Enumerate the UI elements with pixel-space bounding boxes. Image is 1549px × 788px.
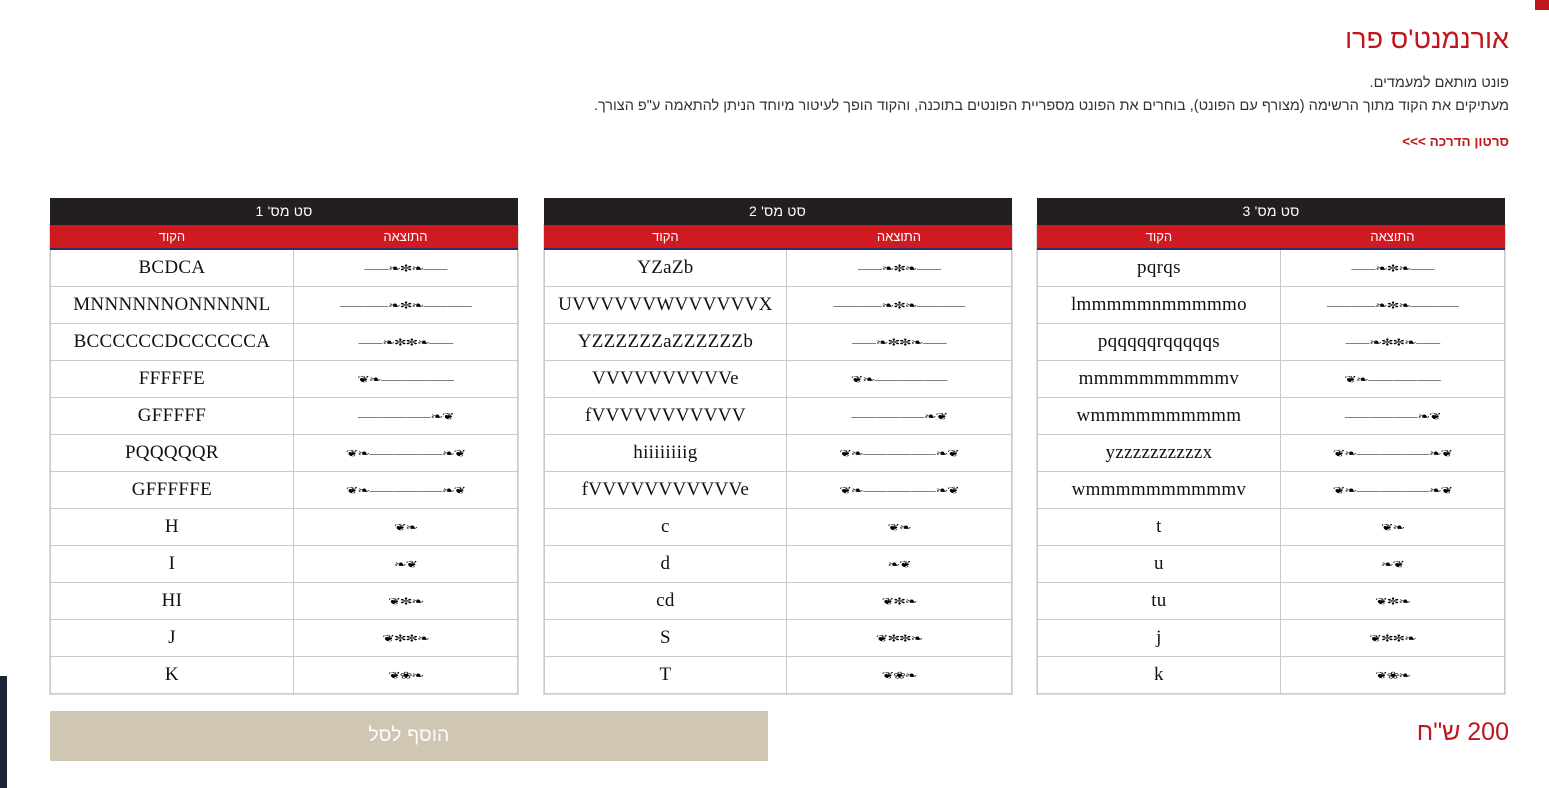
table-row (544, 287, 1011, 324)
table-row (51, 583, 518, 620)
ornament-preview: ❦❧⸺⸺⸺❧❦ (1280, 435, 1504, 472)
table-body-set-3 (1038, 249, 1505, 694)
table-row (1038, 472, 1505, 509)
table-row (544, 435, 1011, 472)
ornament-code[interactable]: I (51, 546, 294, 583)
table-row (1038, 398, 1505, 435)
ornament-preview: ❧❀❦ (293, 657, 517, 694)
ornament-code[interactable]: pqqqqqrqqqqqs (1038, 324, 1281, 361)
ornament-code[interactable]: UVVVVVVWVVVVVVX (544, 287, 787, 324)
code-tables-container (50, 198, 1505, 694)
table-row (51, 509, 518, 546)
ornament-preview: ⸺⸺❧✼❧⸺⸺ (293, 287, 517, 324)
ornament-preview: ⸺❧✼✼❧⸺ (1280, 324, 1504, 361)
table-caption-set-3: סט מס' 3 (1037, 198, 1505, 225)
ornament-preview: ❦❧ (1280, 546, 1504, 583)
tutorial-video-link[interactable]: סרטון הדרכה >>> (1402, 134, 1509, 149)
ornament-code[interactable]: u (1038, 546, 1281, 583)
ornament-code[interactable]: VVVVVVVVVVe (544, 361, 787, 398)
ornament-code[interactable]: fVVVVVVVVVVVe (544, 472, 787, 509)
ornament-code[interactable]: YZaZb (544, 249, 787, 287)
ornament-code[interactable]: mmmmmmmmmmv (1038, 361, 1281, 398)
ornament-code[interactable]: GFFFFFE (51, 472, 294, 509)
ornament-code[interactable]: S (544, 620, 787, 657)
ornament-preview: ❧❀❦ (787, 657, 1011, 694)
ornament-code[interactable]: T (544, 657, 787, 694)
ornament-preview: ⸺⸺⸺❧❦ (787, 361, 1011, 398)
table-row (544, 546, 1011, 583)
table-row (1038, 657, 1505, 694)
ornament-preview: ❦❧⸺⸺⸺ (787, 398, 1011, 435)
code-table-set-1 (50, 198, 518, 694)
ornament-preview: ❦❧⸺⸺⸺❧❦ (293, 472, 517, 509)
table-row (1038, 583, 1505, 620)
ornament-preview: ❧❦ (1280, 509, 1504, 546)
table-row (51, 324, 518, 361)
ornament-code[interactable]: J (51, 620, 294, 657)
table-row (1038, 435, 1505, 472)
table-row (544, 398, 1011, 435)
ornament-code[interactable]: BCDCA (51, 249, 294, 287)
ornament-code[interactable]: yzzzzzzzzzzx (1038, 435, 1281, 472)
ornament-code[interactable]: tu (1038, 583, 1281, 620)
ornament-code[interactable]: YZZZZZZaZZZZZZb (544, 324, 787, 361)
table-row (544, 472, 1011, 509)
table-row (51, 249, 518, 287)
ornament-code[interactable]: PQQQQQR (51, 435, 294, 472)
ornament-code[interactable]: d (544, 546, 787, 583)
column-header-result: התוצאה (787, 225, 1011, 249)
table-row (1038, 546, 1505, 583)
ornament-preview: ❦❧ (787, 546, 1011, 583)
ornament-preview: ⸺⸺❧✼❧⸺⸺ (1280, 287, 1504, 324)
table-row (1038, 249, 1505, 287)
ornament-preview: ❧✼❦ (1280, 583, 1504, 620)
table-caption-set-1: סט מס' 1 (50, 198, 518, 225)
ornament-code[interactable]: HI (51, 583, 294, 620)
code-table-set-2 (544, 198, 1012, 694)
page-title: אורנמנט'ס פרו (1345, 24, 1509, 54)
add-to-cart-button[interactable]: הוסף לסל (50, 711, 768, 761)
ornament-preview: ⸺⸺⸺❧❦ (293, 361, 517, 398)
column-header-result: התוצאה (1280, 225, 1504, 249)
table-body-set-1 (51, 249, 518, 694)
table-header-row (544, 225, 1011, 249)
ornament-preview: ❦❧⸺⸺⸺❧❦ (787, 435, 1011, 472)
table-caption-set-2: סט מס' 2 (544, 198, 1012, 225)
table-row (1038, 620, 1505, 657)
table-row (51, 657, 518, 694)
ornament-code[interactable]: k (1038, 657, 1281, 694)
ornament-preview: ⸺❧✼❧⸺ (787, 249, 1011, 287)
ornament-code[interactable]: cd (544, 583, 787, 620)
ornament-preview: ⸺❧✼❧⸺ (293, 249, 517, 287)
ornament-code[interactable]: FFFFFE (51, 361, 294, 398)
ornament-code[interactable]: c (544, 509, 787, 546)
ornament-code[interactable]: wmmmmmmmmmm (1038, 398, 1281, 435)
column-header-code: הקוד (1038, 225, 1281, 249)
table-row (1038, 509, 1505, 546)
ornament-code[interactable]: BCCCCCCDCCCCCCA (51, 324, 294, 361)
table-row (51, 287, 518, 324)
column-header-code: הקוד (51, 225, 294, 249)
table-row (51, 472, 518, 509)
ornament-code[interactable]: fVVVVVVVVVVV (544, 398, 787, 435)
ornament-preview: ⸺⸺⸺❧❦ (1280, 361, 1504, 398)
ornament-preview: ⸺❧✼❧⸺ (1280, 249, 1504, 287)
ornament-code[interactable]: hiiiiiiiig (544, 435, 787, 472)
ornament-code[interactable]: pqrqs (1038, 249, 1281, 287)
ornament-preview: ❧✼✼❦ (1280, 620, 1504, 657)
table-row (544, 249, 1011, 287)
table-row (51, 620, 518, 657)
ornament-code[interactable]: K (51, 657, 294, 694)
column-header-code: הקוד (544, 225, 787, 249)
table-row (544, 324, 1011, 361)
ornament-preview: ❦❧⸺⸺⸺❧❦ (1280, 472, 1504, 509)
ornament-code[interactable]: GFFFFF (51, 398, 294, 435)
table-row (51, 361, 518, 398)
column-header-result: התוצאה (293, 225, 517, 249)
table-body-set-2 (544, 249, 1011, 694)
ornament-preview: ⸺❧✼✼❧⸺ (293, 324, 517, 361)
product-price: 200 ש"ח (1416, 718, 1509, 746)
ornament-preview: ⸺⸺❧✼❧⸺⸺ (787, 287, 1011, 324)
ornament-preview: ❦❧⸺⸺⸺ (1280, 398, 1504, 435)
ornament-code[interactable]: j (1038, 620, 1281, 657)
code-table-set-3 (1037, 198, 1505, 694)
ornament-preview: ❧✼✼❦ (787, 620, 1011, 657)
product-header (29, 22, 1509, 151)
ornament-preview: ❧❦ (787, 509, 1011, 546)
product-description (29, 72, 1509, 118)
table-row (544, 361, 1011, 398)
ornament-preview: ❦❧⸺⸺⸺ (293, 398, 517, 435)
description-line-1: פונט מותאם למעמדים. (1369, 75, 1509, 91)
ornament-code[interactable]: wmmmmmmmmmmv (1038, 472, 1281, 509)
ornament-preview: ❦❧ (293, 546, 517, 583)
ornament-preview: ❧✼❦ (787, 583, 1011, 620)
ornament-code[interactable]: H (51, 509, 294, 546)
ornament-code[interactable]: MNNNNNNONNNNNL (51, 287, 294, 324)
ornament-preview: ❧❦ (293, 509, 517, 546)
ornament-preview: ⸺❧✼✼❧⸺ (787, 324, 1011, 361)
table-row (544, 657, 1011, 694)
ornament-code[interactable]: t (1038, 509, 1281, 546)
ornament-preview: ❧✼❦ (293, 583, 517, 620)
table-header-row (1038, 225, 1505, 249)
table-row (51, 398, 518, 435)
ornament-preview: ❦❧⸺⸺⸺❧❦ (787, 472, 1011, 509)
ornament-preview: ❧❀❦ (1280, 657, 1504, 694)
table-row (544, 583, 1011, 620)
table-row (544, 620, 1011, 657)
table-row (1038, 361, 1505, 398)
table-row (1038, 324, 1505, 361)
table-row (51, 435, 518, 472)
table-row (544, 509, 1011, 546)
ornament-code[interactable]: lmmmmmnmmmmmo (1038, 287, 1281, 324)
table-row (1038, 287, 1505, 324)
table-row (51, 546, 518, 583)
description-line-2: מעתיקים את הקוד מתוך הרשימה (מצורף עם הפונט), בוחרים את הפונט מספריית הפונטים בתוכנה, והקוד הופך לעיטור מיוחד הניתן להתאמה ע"פ הצורך. (593, 98, 1509, 114)
ornament-preview: ❧✼✼❦ (293, 620, 517, 657)
ornament-preview: ❦❧⸺⸺⸺❧❦ (293, 435, 517, 472)
table-header-row (51, 225, 518, 249)
